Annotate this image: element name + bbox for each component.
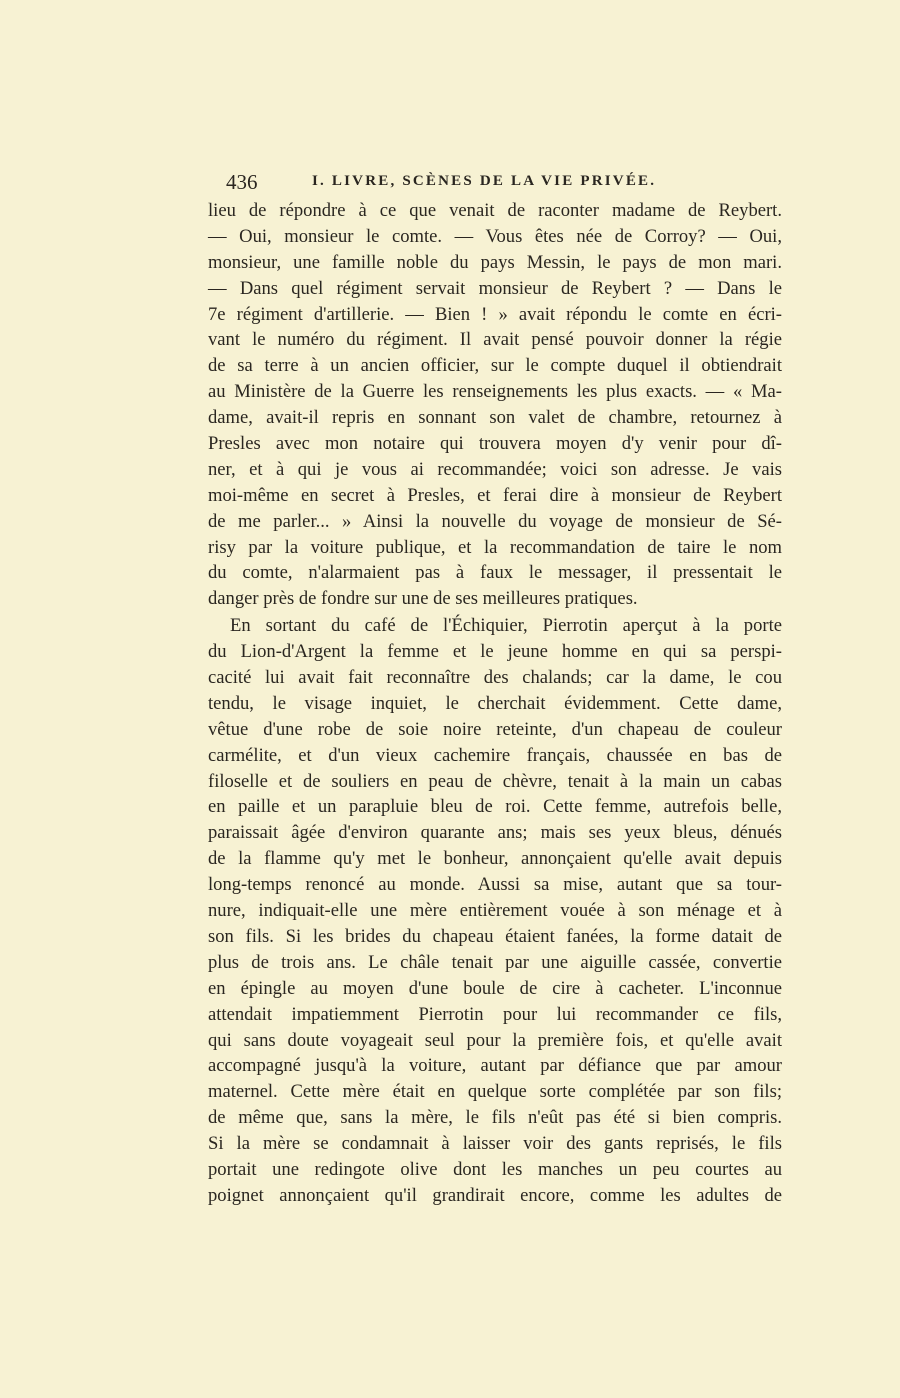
text-line: dame, avait-il repris en sonnant son valet de chambre, retournez à [208,407,782,429]
text-line: tendu, le visage inquiet, le cherchait évidemment. Cette dame, [208,692,782,714]
text-line: de même que, sans la mère, le fils n'eût pas été si bien compris. [208,1107,782,1129]
text-line: son fils. Si les brides du chapeau étaient fanées, la forme datait de [208,925,782,947]
text-line: danger près de fondre sur une de ses meilleures pratiques. [208,588,638,610]
text-line: En sortant du café de l'Échiquier, Pierrotin aperçut à la porte [230,615,782,637]
text-line: paraissait âgée d'environ quarante ans; mais ses yeux bleus, dénués [208,822,782,844]
text-line: — Dans quel régiment servait monsieur de Reybert ? — Dans le [208,277,782,299]
text-line: Si la mère se condamnait à laisser voir des gants reprisés, le fils [208,1133,782,1155]
text-line: vêtue d'une robe de soie noire reteinte, d'un chapeau de couleur [208,718,782,740]
text-line: Presles avec mon notaire qui trouvera moyen d'y venir pour dî- [208,433,782,455]
text-line: monsieur, une famille noble du pays Messin, le pays de mon mari. [208,251,782,273]
text-line: 7e régiment d'artillerie. — Bien ! » avait répondu le comte en écri- [208,303,782,325]
page-number: 436 [226,170,258,194]
text-line: de la flamme qu'y met le bonheur, annonçaient qu'elle avait depuis [208,848,782,870]
text-line: carmélite, et d'un vieux cachemire français, chaussée en bas de [208,744,782,766]
text-line: de me parler... » Ainsi la nouvelle du voyage de monsieur de Sé- [208,510,782,532]
text-line: nure, indiquait-elle une mère entièrement vouée à son ménage et à [208,900,782,922]
text-line: de sa terre à un ancien officier, sur le compte duquel il obtiendrait [208,355,782,377]
text-line: du comte, n'alarmaient pas à faux le messager, il pressentait le [208,562,782,584]
text-line: filoselle et de souliers en peau de chèvre, tenait à la main un cabas [208,770,782,792]
running-title: I. LIVRE, SCÈNES DE LA VIE PRIVÉE. [312,173,657,189]
paragraph [208,198,782,612]
text-line: vant le numéro du régiment. Il avait pensé pouvoir donner la régie [208,329,782,351]
text-line: — Oui, monsieur le comte. — Vous êtes née de Corroy? — Oui, [208,225,782,247]
text-line: qui sans doute voyageait seul pour la première fois, et qu'elle avait [208,1029,782,1051]
text-line: portait une redingote olive dont les manches un peu courtes au [208,1158,782,1180]
running-header [226,170,782,196]
text-line: en paille et un parapluie bleu de roi. Cette femme, autrefois belle, [208,796,782,818]
text-line: lieu de répondre à ce que venait de raconter madame de Reybert. [208,200,782,221]
text-line: attendait impatiemment Pierrotin pour lui recommander ce fils, [208,1003,782,1025]
text-line: plus de trois ans. Le châle tenait par une aiguille cassée, convertie [208,951,782,973]
page-body [208,198,782,1209]
text-line: cacité lui avait fait reconnaître des chalands; car la dame, le cou [208,667,782,689]
text-line: poignet annonçaient qu'il grandirait encore, comme les adultes de [208,1184,782,1206]
text-line: accompagné jusqu'à la voiture, autant par défiance que par amour [208,1055,782,1077]
paragraph [208,613,782,1208]
text-line: moi-même en secret à Presles, et ferai dire à monsieur de Reybert [208,484,782,506]
text-line: maternel. Cette mère était en quelque sorte complétée par son fils; [208,1081,782,1103]
text-line: ner, et à qui je vous ai recommandée; voici son adresse. Je vais [208,458,782,480]
text-line: risy par la voiture publique, et la recommandation de taire le nom [208,536,782,558]
text-line: du Lion-d'Argent la femme et le jeune homme en qui sa perspi- [208,641,782,663]
text-line: en épingle au moyen d'une boule de cire à cacheter. L'inconnue [208,977,782,999]
text-line: au Ministère de la Guerre les renseignements les plus exacts. — « Ma- [208,381,782,403]
text-line: long-temps renoncé au monde. Aussi sa mise, autant que sa tour- [208,874,782,896]
